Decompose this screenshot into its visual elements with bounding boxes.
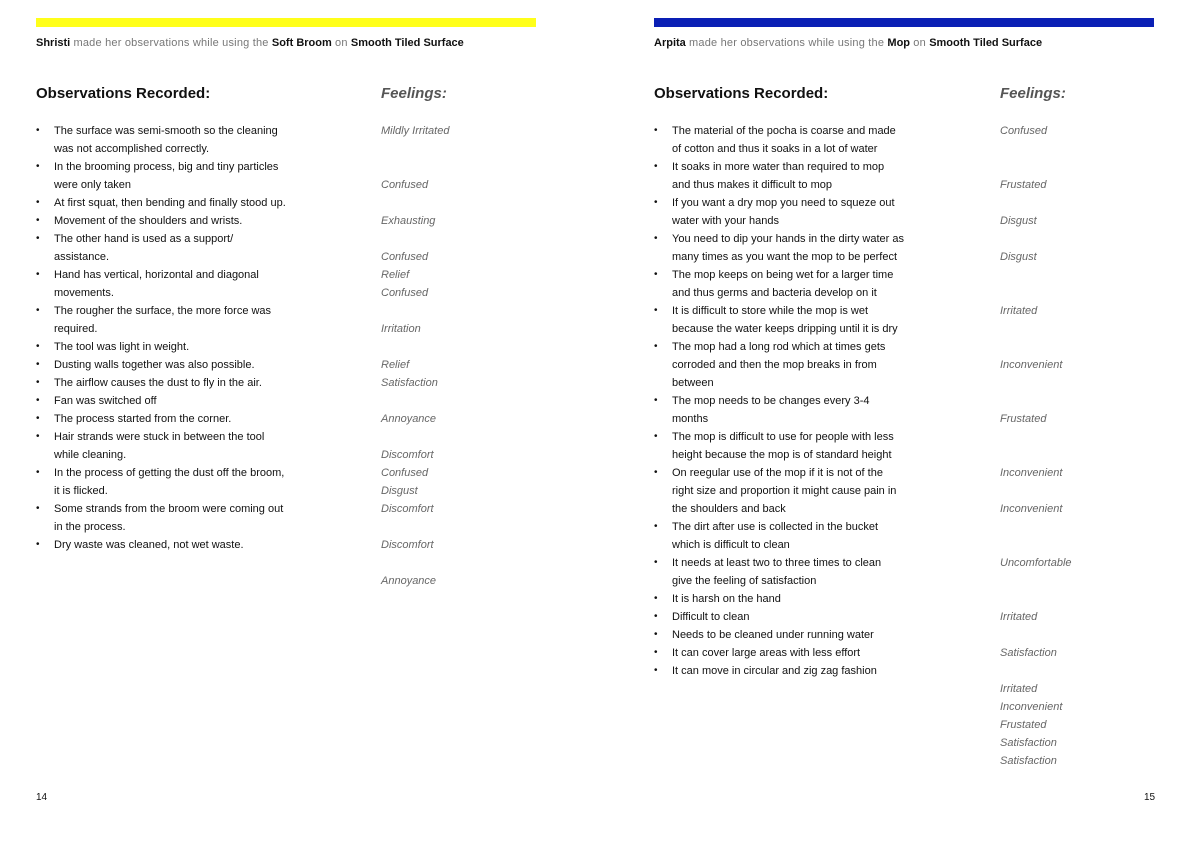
feeling-item: Confused [1000,125,1048,137]
observation-item: • The mop needs to be changes every 3-4 months [654,392,904,428]
subtitle-text: on [910,37,930,49]
tool-name: Mop [887,37,911,49]
feeling-item: Frustated [1000,413,1047,425]
observation-item: • It is harsh on the hand [654,590,904,608]
feeling-item: Mildly Irritated [381,125,450,137]
observation-item: • The other hand is used as a support/ assistance. [36,230,286,266]
right-page [596,0,1191,842]
feeling-item: Exhausting [381,215,436,227]
observation-item: • It soaks in more water than required to mop and thus makes it difficult to mop [654,158,904,194]
surface-name: Smooth Tiled Surface [350,37,464,49]
subtitle [654,37,1042,49]
observation-item: • Movement of the shoulders and wrists. [36,212,286,230]
observation-item: • In the brooming process, big and tiny particles were only taken [36,158,286,194]
observation-item: • Hand has vertical, horizontal and diagonal movements. [36,266,286,302]
subtitle [36,37,464,49]
feeling-item: Irritation [381,323,421,335]
feeling-item: Confused [381,179,429,191]
observations-heading: Observations Recorded: [36,85,211,102]
feeling-item: Satisfaction [1000,647,1057,659]
observation-item: • The mop is difficult to use for people with less height because the mop is of standard height [654,428,904,464]
feeling-item: Inconvenient [1000,359,1063,371]
feeling-item: Confused [381,467,429,479]
observations-list [654,122,904,680]
observation-item: • Difficult to clean [654,608,904,626]
feeling-item: Annoyance [381,575,437,587]
feeling-item: Disgust [381,485,418,497]
feeling-item: Discomfort [381,503,434,515]
observation-item: • The rougher the surface, the more force was required. [36,302,286,338]
observation-item: • The mop keeps on being wet for a larger time and thus germs and bacteria develop on it [654,266,904,302]
observation-item: • The airflow causes the dust to fly in the air. [36,374,286,392]
observation-item: • Hair strands were stuck in between the tool while cleaning. [36,428,286,464]
feeling-item: Relief [381,359,410,371]
observer-name: Shristi [36,37,71,49]
feeling-item: Frustated [1000,179,1047,191]
observation-item: • Dusting walls together was also possible. [36,356,286,374]
observation-item: • It needs at least two to three times to clean give the feeling of satisfaction [654,554,904,590]
feeling-item: Irritated [1000,305,1038,317]
observation-item: • It is difficult to store while the mop is wet because the water keeps dripping until it is dry [654,302,904,338]
accent-bar-blue [654,18,1154,27]
observation-item: • The dirt after use is collected in the bucket which is difficult to clean [654,518,904,554]
feeling-item: Frustated [1000,719,1047,731]
observation-item: • Fan was switched off [36,392,286,410]
observation-item: • The material of the pocha is coarse and made of cotton and thus it soaks in a lot of water [654,122,904,158]
observation-item: • Dry waste was cleaned, not wet waste. [36,536,286,554]
feeling-item: Inconvenient [1000,701,1063,713]
observation-item: • Needs to be cleaned under running water [654,626,904,644]
feelings-heading: Feelings: [1000,85,1066,102]
feeling-item: Uncomfortable [1000,557,1072,569]
feeling-item: Confused [381,287,429,299]
feeling-item: Confused [381,251,429,263]
feeling-item: Inconvenient [1000,503,1063,515]
observation-item: • The tool was light in weight. [36,338,286,356]
tool-name: Soft Broom [271,37,332,49]
subtitle-text: made her observations while using the [685,37,888,49]
surface-name: Smooth Tiled Surface [929,37,1043,49]
feeling-item: Irritated [1000,683,1038,695]
observations-heading: Observations Recorded: [654,85,829,102]
observation-item: • The mop had a long rod which at times gets corroded and then the mop breaks in from between [654,338,904,392]
feeling-item: Discomfort [381,539,434,551]
observation-item: • At first squat, then bending and finally stood up. [36,194,286,212]
feeling-item: Disgust [1000,215,1037,227]
feeling-item: Disgust [1000,251,1037,263]
feeling-item: Relief [381,269,410,281]
accent-bar-yellow [36,18,536,27]
observation-item: • If you want a dry mop you need to squeze out water with your hands [654,194,904,230]
observation-item: • The surface was semi-smooth so the cleaning was not accomplished correctly. [36,122,286,158]
subtitle-text: on [331,37,351,49]
subtitle-text: made her observations while using the [70,37,272,49]
observation-item: • On reegular use of the mop if it is not of the right size and proportion it might cause pain in the shoulders and back [654,464,904,518]
feeling-item: Annoyance [381,413,437,425]
feeling-item: Satisfaction [381,377,438,389]
feeling-item: Satisfaction [1000,737,1057,749]
feeling-item: Discomfort [381,449,434,461]
observations-list [36,122,286,554]
observation-item: • Some strands from the broom were coming out in the process. [36,500,286,536]
feeling-item: Satisfaction [1000,755,1057,767]
observation-item: • The process started from the corner. [36,410,286,428]
feeling-item: Inconvenient [1000,467,1063,479]
feelings-heading: Feelings: [381,85,447,102]
observation-item: • You need to dip your hands in the dirty water as many times as you want the mop to be perfect [654,230,904,266]
feeling-item: Irritated [1000,611,1038,623]
left-page [0,0,595,842]
observation-item: • It can move in circular and zig zag fashion [654,662,904,680]
observation-item: • In the process of getting the dust off the broom, it is flicked. [36,464,286,500]
observer-name: Arpita [654,37,686,49]
page-number: 15 [1144,792,1156,803]
observation-item: • It can cover large areas with less effort [654,644,904,662]
page-number: 14 [36,792,48,803]
